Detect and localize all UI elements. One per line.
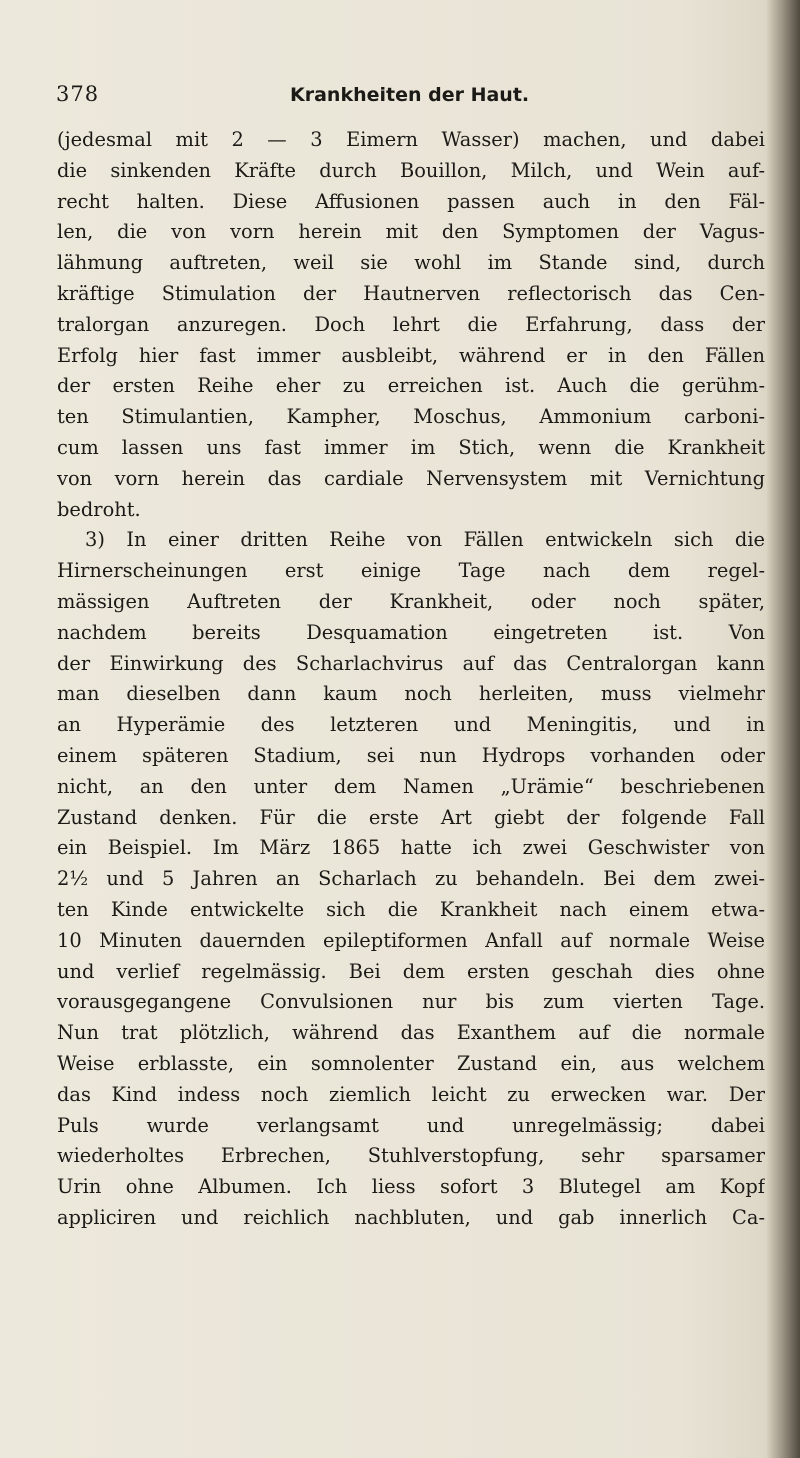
text-line: das Kind indess noch ziemlich leicht zu erwecken war. Der	[57, 1082, 765, 1106]
text-line: tralorgan anzuregen. Doch lehrt die Erfahrung, dass der	[57, 312, 765, 336]
text-line: cum lassen uns fast immer im Stich, wenn die Krankheit	[57, 435, 765, 459]
running-title: Krankheiten der Haut.	[290, 84, 530, 106]
body-text	[57, 125, 765, 1234]
text-line: an Hyperämie des letzteren und Meningitis, und in	[57, 713, 765, 737]
text-line: kräftige Stimulation der Hautnerven reflectorisch das Cen-	[57, 281, 765, 305]
page-number: 378	[56, 82, 100, 106]
text-line: appliciren und reichlich nachbluten, und gab innerlich Ca-	[57, 1205, 765, 1229]
text-line: recht halten. Diese Affusionen passen auch in den Fäl-	[57, 189, 765, 213]
text-line: 10 Minuten dauernden epileptiformen Anfall auf normale Weise	[57, 928, 765, 952]
text-line: wiederholtes Erbrechen, Stuhlverstopfung, sehr sparsamer	[57, 1144, 765, 1168]
text-line: die sinkenden Kräfte durch Bouillon, Milch, und Wein auf-	[57, 158, 765, 182]
text-line: von vorn herein das cardiale Nervensystem mit Vernichtung	[57, 466, 765, 490]
text-line: und verlief regelmässig. Bei dem ersten geschah dies ohne	[57, 959, 765, 983]
text-line: Erfolg hier fast immer ausbleibt, während er in den Fällen	[57, 343, 765, 367]
text-line: lähmung auftreten, weil sie wohl im Stande sind, durch	[57, 251, 765, 275]
text-line: Urin ohne Albumen. Ich liess sofort 3 Blutegel am Kopf	[57, 1175, 765, 1199]
text-line: ten Kinde entwickelte sich die Krankheit nach einem etwa-	[57, 897, 765, 921]
text-line: ein Beispiel. Im März 1865 hatte ich zwei Geschwister von	[57, 836, 765, 860]
text-line: der Einwirkung des Scharlachvirus auf das Centralorgan kann	[57, 651, 765, 675]
text-line: nicht, an den unter dem Namen „Urämie“ beschriebenen	[57, 774, 765, 798]
text-line: 3) In einer dritten Reihe von Fällen entwickeln sich die	[85, 528, 765, 552]
text-line: einem späteren Stadium, sei nun Hydrops vorhanden oder	[57, 743, 765, 767]
text-line: bedroht.	[57, 497, 141, 521]
text-line: 2½ und 5 Jahren an Scharlach zu behandeln. Bei dem zwei-	[57, 867, 765, 891]
text-line: man dieselben dann kaum noch herleiten, muss vielmehr	[57, 682, 765, 706]
text-line: vorausgegangene Convulsionen nur bis zum vierten Tage.	[57, 990, 765, 1014]
text-line: Puls wurde verlangsamt und unregelmässig; dabei	[57, 1113, 765, 1137]
text-line: nachdem bereits Desquamation eingetreten ist. Von	[57, 620, 765, 644]
text-line: der ersten Reihe eher zu erreichen ist. Auch die gerühm-	[57, 374, 765, 398]
text-line: ten Stimulantien, Kampher, Moschus, Ammonium carboni-	[57, 405, 765, 429]
text-line: (jedesmal mit 2 — 3 Eimern Wasser) machen, und dabei	[57, 128, 765, 151]
page-header	[48, 78, 770, 112]
text-line: Hirnerscheinungen erst einige Tage nach dem regel-	[57, 559, 765, 583]
text-line: Zustand denken. Für die erste Art giebt der folgende Fall	[57, 805, 765, 829]
text-line: Nun trat plötzlich, während das Exanthem auf die normale	[57, 1021, 765, 1045]
text-line: mässigen Auftreten der Krankheit, oder noch später,	[57, 589, 765, 613]
text-line: len, die von vorn herein mit den Symptomen der Vagus-	[57, 220, 765, 244]
text-line: Weise erblasste, ein somnolenter Zustand ein, aus welchem	[57, 1051, 765, 1075]
page-binding-shadow	[766, 0, 800, 1458]
